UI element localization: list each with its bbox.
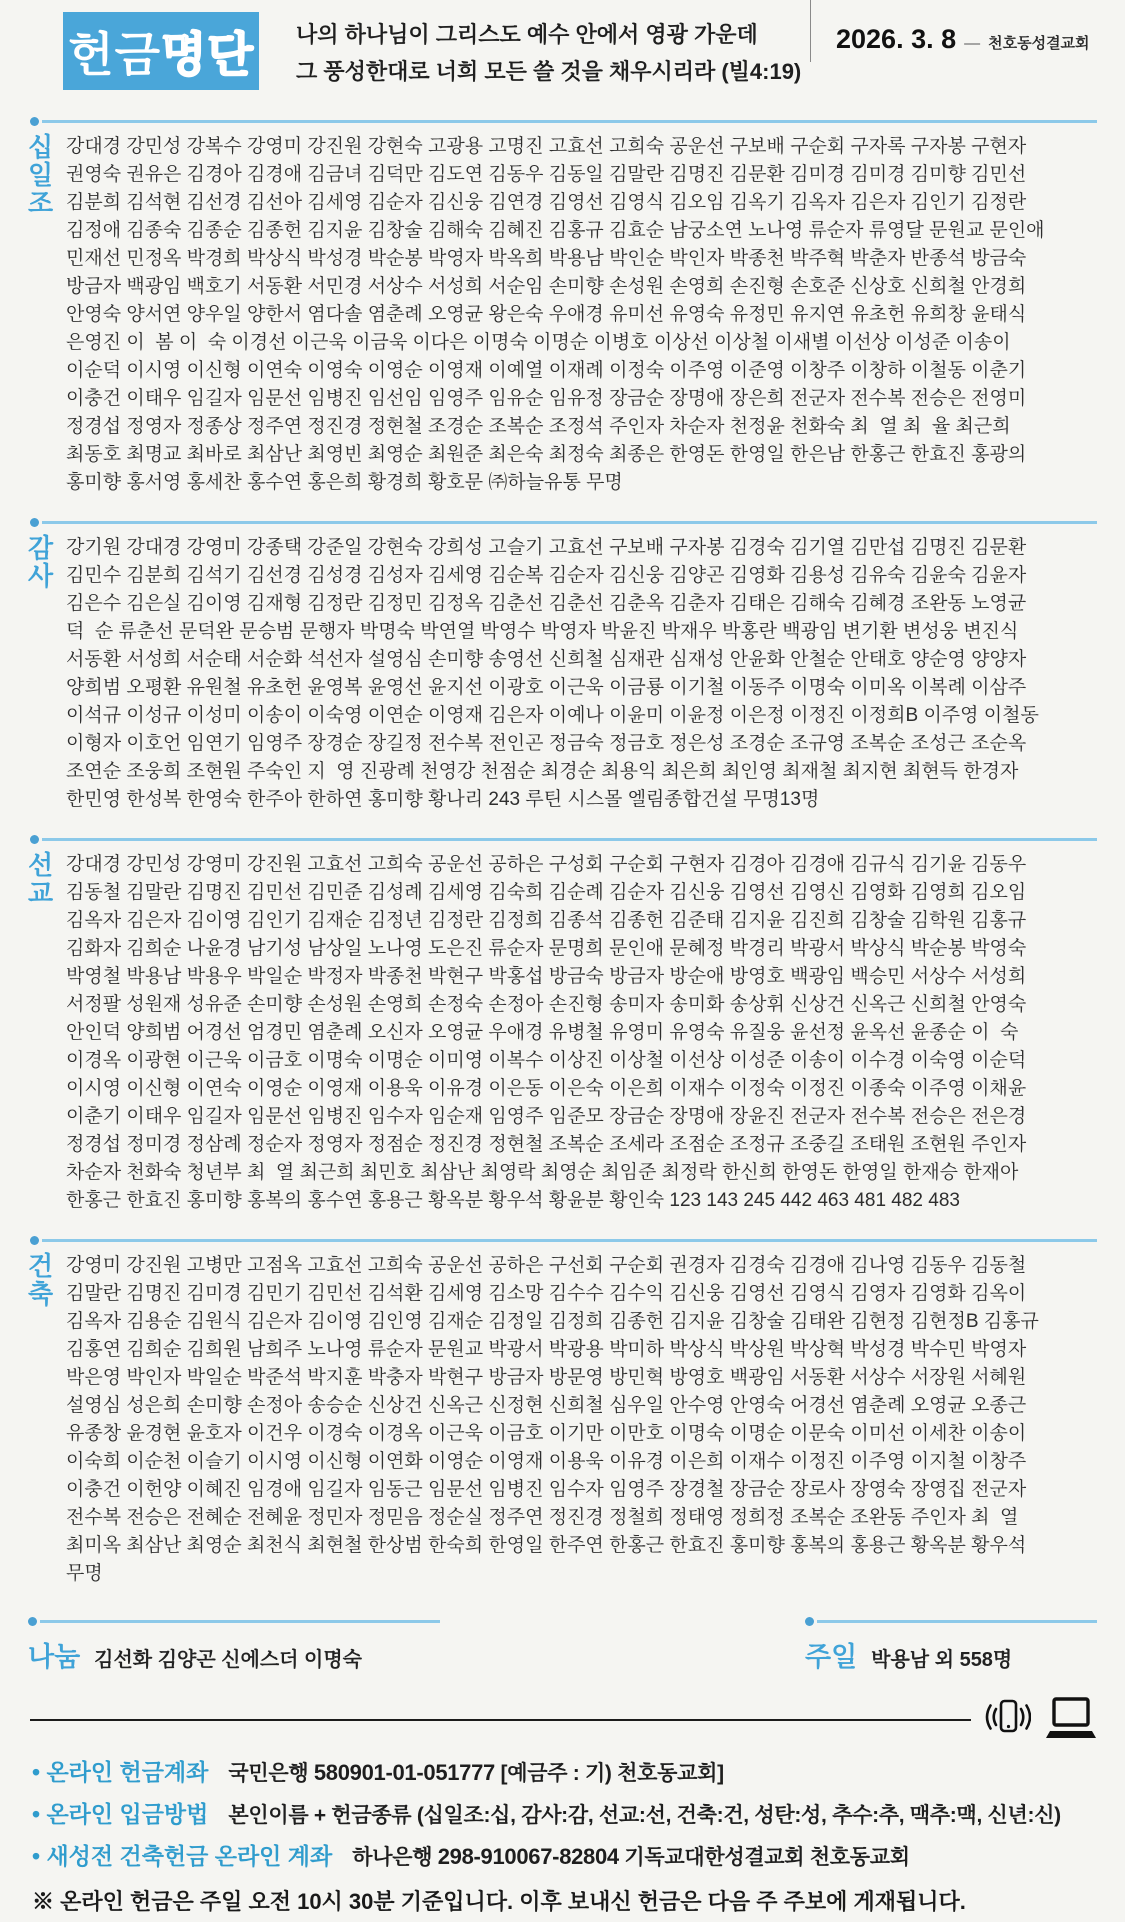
section-lines-tithe [66,133,1099,497]
section-thanksgiving [28,521,1099,814]
juil-block [805,1620,1097,1674]
date-dash: — [964,35,981,52]
section-divider [42,120,1097,123]
name-line: 서정팔 성원재 성유준 손미향 손성원 손영희 손정숙 손정아 손진형 송미자 송미화 송상휘 신상건 신옥근 신희철 안영숙 [66,994,1027,1015]
account-number: 580901-01-051777 [313,1760,495,1785]
name-line: 김옥자 김용순 김원식 김은자 김이영 김인영 김재순 김정일 김정희 김종헌 김지윤 김창술 김태완 김현정 김현정B 김홍규 [66,1311,1039,1332]
section-label-building [28,1252,66,1588]
section-label-char: 선 [28,850,54,880]
divider-dot [805,1617,814,1626]
divider-dot [30,1236,39,1245]
name-line: 무명 [66,1563,103,1584]
name-line: 김은수 김은실 김이영 김재형 김정란 김정민 김정옥 김춘선 김춘선 김춘옥 김춘자 김태은 김해숙 김혜경 조완동 노영균 [66,593,1027,614]
verse-line-1: 나의 하나님이 그리스도 예수 안에서 영광 가운데 [296,22,758,47]
name-line: 덕 순 류춘선 문덕완 문승범 문행자 박명숙 박연열 박영수 박영자 박윤진 박재우 박홍란 백광임 변기환 변성웅 변진식 [66,621,1019,642]
name-line: 김홍연 김희순 김희원 남희주 노나영 류순자 문원교 박광서 박광용 박미하 박상식 박상원 박상혁 박성경 박수민 박영자 [66,1339,1027,1360]
bulletin-date: 2026. 3. 8 [836,24,957,54]
footer-item-label: • 새성전 건축헌금 온라인 계좌 [32,1843,333,1869]
nanum-names: 김선화 김양곤 신에스더 이명숙 [94,1649,363,1671]
juil-label: 주일 [805,1642,858,1672]
divider-dot [30,117,39,126]
section-divider [42,838,1097,841]
church-name: 천호동성결교회 [988,35,1090,52]
divider-dot [30,518,39,527]
verse-line-2: 그 풍성한대로 너희 모든 쓸 것을 채우시리라 (빌4:19) [296,59,802,84]
logo-filled-text: 헌금 [68,27,161,81]
footer-item-text [228,1799,1061,1829]
name-line: 한민영 한성복 한영숙 한주아 한하연 홍미향 황나리 243 루틴 시스몰 엘림종합건설 무명13명 [66,789,820,810]
name-line: 이충건 이태우 임길자 임문선 임병진 임선임 임영주 임유순 임유정 장금순 장명애 장은희 전군자 전수복 전승은 전영미 [66,388,1027,409]
account-bank: 국민은행 [228,1762,314,1785]
phone-vibrate-icon [985,1694,1031,1747]
name-line: 이시영 이신형 이연숙 이영순 이영재 이용욱 이유경 이은동 이은숙 이은희 이재수 이정숙 이정진 이종숙 이주영 이채윤 [66,1078,1027,1099]
section-label-char: 사 [28,561,54,591]
footer-item-text [228,1757,723,1787]
name-line: 한홍근 한효진 홍미향 홍복의 홍수연 홍용근 황옥분 황우석 황윤분 황인숙 123 143 245 442 463 481 482 483 [66,1190,960,1211]
name-line: 권영숙 권유은 김경아 김경애 김금녀 김덕만 김도연 김동우 김동일 김말란 김명진 김문환 김미경 김미경 김미향 김민선 [66,164,1027,185]
footer-divider-row [30,1696,1097,1744]
name-line: 강기원 강대경 강영미 강종택 강준일 강현숙 강희성 고슬기 고효선 구보배 구자봉 김경숙 김기열 김만섭 김명진 김문환 [66,537,1027,558]
section-label-char: 십 [28,132,54,162]
section-label-thanksgiving [28,534,66,814]
section-label-char: 감 [28,533,54,563]
name-line: 전수복 전승은 전혜순 전혜윤 정민자 정믿음 정순실 정주연 정진경 정철희 정태영 정희정 조복순 조완동 주인자 최 열 [66,1507,1019,1528]
name-line: 조연순 조웅희 조현원 주숙인 지 영 진광례 천영강 천점순 최경순 최용익 최은희 최인영 최재철 최지현 최현득 한경자 [66,761,1019,782]
section-label-char: 건 [28,1251,54,1281]
offering-sections [0,120,1125,1588]
date-block [836,24,1090,55]
section-lines-thanksgiving [66,534,1099,814]
summary-row [28,1620,1097,1674]
name-line: 김정애 김종숙 김종순 김종헌 김지윤 김창술 김해숙 김혜진 김홍규 김효순 남궁소연 노나영 류순자 류영달 문원교 문인애 [66,220,1045,241]
footer-notice: ※ 온라인 헌금은 주일 오전 10시 30분 기준입니다. 이후 보내신 헌금은 다음 주 주보에 게재됩니다. [32,1889,966,1914]
name-line: 민재선 민정옥 박경희 박상식 박성경 박순봉 박영자 박옥희 박용남 박인순 박인자 박종천 박주혁 박춘자 반종석 방금숙 [66,248,1027,269]
name-line: 설영심 성은희 손미향 손정아 송승순 신상건 신옥근 신정현 신희철 심우일 안수영 안영숙 어경선 염춘례 오영균 오종근 [66,1395,1027,1416]
name-line: 방금자 백광임 백호기 서동환 서민경 서상수 서성희 서순임 손미향 손성원 손영희 손진형 손호준 신상호 신희철 안경희 [66,276,1027,297]
divider-dot [30,835,39,844]
footer-item-text [352,1841,910,1871]
footer [32,1754,1097,1916]
nanum-label: 나눔 [28,1642,81,1672]
footer-item-label: • 온라인 헌금계좌 [32,1759,209,1785]
section-tithe [28,120,1099,497]
logo-outline-text: 명단 [161,27,254,81]
name-line: 강대경 강민성 강영미 강진원 고효선 고희숙 공운선 공하은 구성회 구순회 구현자 김경아 김경애 김규식 김기윤 김동우 [66,854,1027,875]
deposit-method-text: 본인이름 + 헌금종류 (십일조:십, 감사:감, 선교:선, 건축:건, 성탄:성, 추수:추, 맥추:맥, 신년:신) [228,1804,1061,1827]
name-line: 정경섭 정미경 정삼례 정순자 정영자 정점순 정진경 정현철 조복순 조세라 조점순 조정규 조중길 조태원 조현원 주인자 [66,1134,1027,1155]
name-line: 은영진 이 봄 이 숙 이경선 이근욱 이금욱 이다은 이명숙 이명순 이병호 이상선 이상철 이새별 이선상 이성준 이송이 [66,332,1011,353]
section-divider [42,521,1097,524]
section-building [28,1239,1099,1588]
juil-count: 박용남 외 558명 [871,1649,1013,1671]
name-line: 김옥자 김은자 김이영 김인기 김재순 김정년 김정란 김정희 김종석 김종헌 김준태 김지윤 김진희 김창술 김학원 김홍규 [66,910,1027,931]
name-line: 홍미향 홍서영 홍세찬 홍수연 홍은희 황경희 황호문 ㈜하늘유통 무명 [66,472,623,493]
name-line: 이충건 이헌양 이혜진 임경애 임길자 임동근 임문선 임병진 임수자 임영주 장경철 장금순 장로사 장영숙 장영집 전군자 [66,1479,1027,1500]
name-line: 강대경 강민성 강복수 강영미 강진원 강현숙 고광용 고명진 고효선 고희숙 공운선 구보배 구순회 구자록 구자봉 구현자 [66,136,1027,157]
section-divider [42,1239,1097,1242]
name-line: 양희범 오평환 유원철 유초헌 윤영복 윤영선 윤지선 이광호 이근욱 이금룡 이기철 이동주 이명숙 이미옥 이복례 이삼주 [66,677,1027,698]
footer-item-giving-account [32,1754,1097,1787]
nanum-block [28,1620,440,1674]
section-label-tithe [28,133,66,497]
name-line: 박은영 박인자 박일순 박준석 박지훈 박충자 박현구 방금자 방문영 방민혁 방영호 백광임 서동환 서상수 서장원 서혜원 [66,1367,1027,1388]
name-line: 박영철 박용남 박용우 박일순 박정자 박종천 박현구 박홍섭 방금숙 방금자 방순애 방영호 백광임 백승민 서상수 서성희 [66,966,1027,987]
name-line: 최미옥 최삼난 최영순 최천식 최현철 한상범 한숙희 한영일 한주연 한홍근 한효진 홍미향 홍복의 홍용근 황옥분 황우석 [66,1535,1027,1556]
name-line: 강영미 강진원 고병만 고점옥 고효선 고희숙 공운선 공하은 구선회 구순회 권경자 김경숙 김경애 김나영 김동우 김동철 [66,1255,1027,1276]
section-label-char: 조 [28,188,54,218]
name-line: 유종창 윤경현 윤호자 이건우 이경숙 이경옥 이근욱 이금호 이기만 이만호 이명숙 이명순 이문숙 이미선 이세찬 이송이 [66,1423,1027,1444]
divider-dot [28,1617,37,1626]
bible-verse [296,16,801,90]
account-holder: [예금주 : 기) 천호동교회] [495,1762,724,1785]
name-line: 최동호 최명교 최바로 최삼난 최영빈 최영순 최원준 최은숙 최정숙 최종은 한영돈 한영일 한은남 한홍근 한효진 홍광의 [66,444,1027,465]
name-line: 김민수 김분희 김석기 김선경 김성경 김성자 김세영 김순복 김순자 김신웅 김양곤 김영화 김용성 김유숙 김윤숙 김윤자 [66,565,1027,586]
offering-list-logo [63,12,259,90]
section-label-mission [28,851,66,1215]
section-label-char: 일 [28,160,54,190]
header [0,0,1125,112]
laptop-icon [1045,1696,1097,1745]
name-line: 김동철 김말란 김명진 김민선 김민준 김성례 김세영 김숙희 김순례 김순자 김신웅 김영선 김영신 김영화 김영희 김오임 [66,882,1027,903]
footer-rule [30,1719,971,1721]
header-divider-line [810,0,811,62]
section-label-char: 교 [28,878,54,908]
footer-item-building-account [32,1838,1097,1871]
building-account-number: 298-910067-82804 [437,1844,619,1869]
name-line: 김말란 김명진 김미경 김민기 김민선 김석환 김세영 김소망 김수수 김수익 김신웅 김영선 김영식 김영자 김영화 김옥이 [66,1283,1027,1304]
name-line: 안영숙 양서연 양우일 양한서 염다솔 염춘례 오영균 왕은숙 우애경 유미선 유영숙 유정민 유지연 유초헌 유희창 윤태식 [66,304,1027,325]
section-lines-mission [66,851,1099,1215]
name-line: 정경섭 정영자 정종상 정주연 정진경 정현철 조경순 조복순 조정석 주인자 차순자 천정윤 천화숙 최 열 최 율 최근희 [66,416,1011,437]
name-line: 차순자 천화숙 청년부 최 열 최근희 최민호 최삼난 최영락 최영순 최임준 최정락 한신희 한영돈 한영일 한재승 한재아 [66,1162,1019,1183]
name-line: 이춘기 이태우 임길자 임문선 임병진 임수자 임순재 임영주 임준모 장금순 장명애 장윤진 전군자 전수복 전승은 전은경 [66,1106,1027,1127]
footer-item-deposit-method [32,1796,1097,1829]
name-line: 이숙희 이순천 이슬기 이시영 이신형 이연화 이영순 이영재 이용욱 이유경 이은희 이재수 이정진 이주영 이지철 이창주 [66,1451,1027,1472]
nanum-divider [40,1620,440,1623]
name-line: 서동환 서성희 서순태 서순화 석선자 설영심 손미향 송영선 신희철 심재관 심재성 안윤화 안철순 안태호 양순영 양양자 [66,649,1027,670]
name-line: 이석규 이성규 이성미 이송이 이숙영 이연순 이영재 김은자 이예나 이윤미 이윤정 이은정 이정진 이정희B 이주영 이철동 [66,705,1039,726]
name-line: 김화자 김희순 나윤경 남기성 남상일 노나영 도은진 류순자 문명희 문인애 문혜정 박경리 박광서 박상식 박순봉 박영숙 [66,938,1027,959]
building-account-bank: 하나은행 [352,1846,438,1869]
building-account-holder: 기독교대한성결교회 천호동교회 [618,1846,910,1869]
section-lines-building [66,1252,1099,1588]
section-label-char: 축 [28,1279,54,1309]
name-line: 이경옥 이광현 이근욱 이금호 이명숙 이명순 이미영 이복수 이상진 이상철 이선상 이성준 이송이 이수경 이숙영 이순덕 [66,1050,1027,1071]
footer-item-label: • 온라인 입금방법 [32,1801,209,1827]
juil-divider [817,1620,1097,1623]
name-line: 김분희 김석현 김선경 김선아 김세영 김순자 김신웅 김연경 김영선 김영식 김오임 김옥기 김옥자 김은자 김인기 김정란 [66,192,1027,213]
section-mission [28,838,1099,1215]
name-line: 이순덕 이시영 이신형 이연숙 이영숙 이영순 이영재 이예열 이재례 이정숙 이주영 이준영 이창주 이창하 이철동 이춘기 [66,360,1027,381]
name-line: 안인덕 양희범 어경선 엄경민 염춘례 오신자 오영균 우애경 유병철 유영미 유영숙 유질웅 윤선정 윤옥선 윤종순 이 숙 [66,1022,1019,1043]
name-line: 이형자 이호언 임연기 임영주 장경순 장길정 전수복 전인곤 정금숙 정금호 정은성 조경순 조규영 조복순 조성근 조순옥 [66,733,1027,754]
